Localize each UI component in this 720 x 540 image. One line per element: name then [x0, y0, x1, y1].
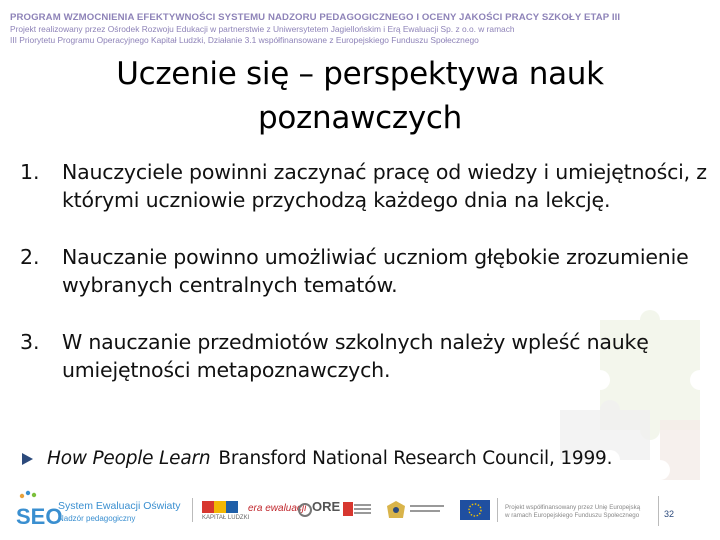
slide-title-line-2: poznawczych [258, 100, 462, 136]
list-item-text: Nauczyciele powinni zaczynać pracę od wiedzy i umiejętności, z którymi uczniowie przychodzą każdego dnia na lekcję. [62, 160, 707, 212]
footer [0, 488, 720, 540]
eu-cofinancing-text [505, 504, 640, 520]
program-header [10, 12, 700, 45]
reference-source: Bransford National Research Council, 1999. [218, 448, 613, 469]
seo-text [58, 500, 181, 524]
ore-mark-icon [298, 500, 312, 520]
ore-logo: ORE [312, 499, 341, 514]
footer-divider [658, 496, 659, 526]
list-item-text: W nauczanie przedmiotów szkolnych należy wpleść naukę umiejętności metapoznawczych. [62, 330, 649, 382]
list-item-number: 2. [20, 245, 40, 269]
footer-divider [192, 498, 193, 522]
university-text-icon [408, 500, 448, 520]
list-item [20, 243, 710, 299]
university-crest-icon [385, 500, 407, 520]
project-info-line-2: III Priorytetu Programu Operacyjnego Kapitał Ludzki, Działanie 3.1 współfinansowane z Europejskiego Funduszu Społecznego [10, 34, 479, 45]
numbered-list [20, 158, 710, 413]
bullet-triangle-icon [22, 453, 33, 465]
eu-text-line-1: Projekt współfinansowany przez Unię Europejską [505, 504, 641, 511]
slide-title-line-1: Uczenie się – perspektywa nauk [116, 56, 604, 92]
list-item [20, 158, 710, 214]
footer-divider [497, 498, 498, 522]
slide-title [60, 52, 660, 140]
eu-flag-icon [460, 500, 490, 520]
seo-subtitle: Nadzór pedagogiczny [58, 514, 136, 523]
program-title: PROGRAM WZMOCNIENIA EFEKTYWNOŚCI SYSTEMU NADZORU PEDAGOGICZNEGO I OCENY JAKOŚCI PRACY SZKOŁY ETAP III [10, 12, 621, 23]
page-number: 32 [664, 509, 675, 519]
seo-name: System Ewaluacji Oświaty [58, 500, 181, 512]
seo-logo-icon [14, 488, 63, 532]
ministry-logo-icon [342, 500, 372, 520]
list-item-number: 3. [20, 330, 40, 354]
svg-text:SEO: SEO [16, 504, 63, 529]
project-info-line-1: Projekt realizowany przez Ośrodek Rozwoju Edukacji w partnerstwie z Uniwersytetem Jagiellońskim i Erą Ewaluacji Sp. z o.o. w ramach [10, 24, 515, 34]
list-item-text: Nauczanie powinno umożliwiać uczniom głębokie zrozumienie wybranych centralnych tematów. [62, 245, 689, 297]
kapital-ludzki-label: KAPITAŁ LUDZKI [202, 515, 250, 521]
era-ewaluacji-logo: era ewaluacji [248, 503, 307, 514]
eu-text-line-2: w ramach Europejskiego Funduszu Społecznego [505, 512, 640, 519]
reference-title: How People Learn [47, 448, 211, 469]
list-item [20, 328, 710, 384]
reference [22, 448, 612, 469]
list-item-number: 1. [20, 160, 40, 184]
